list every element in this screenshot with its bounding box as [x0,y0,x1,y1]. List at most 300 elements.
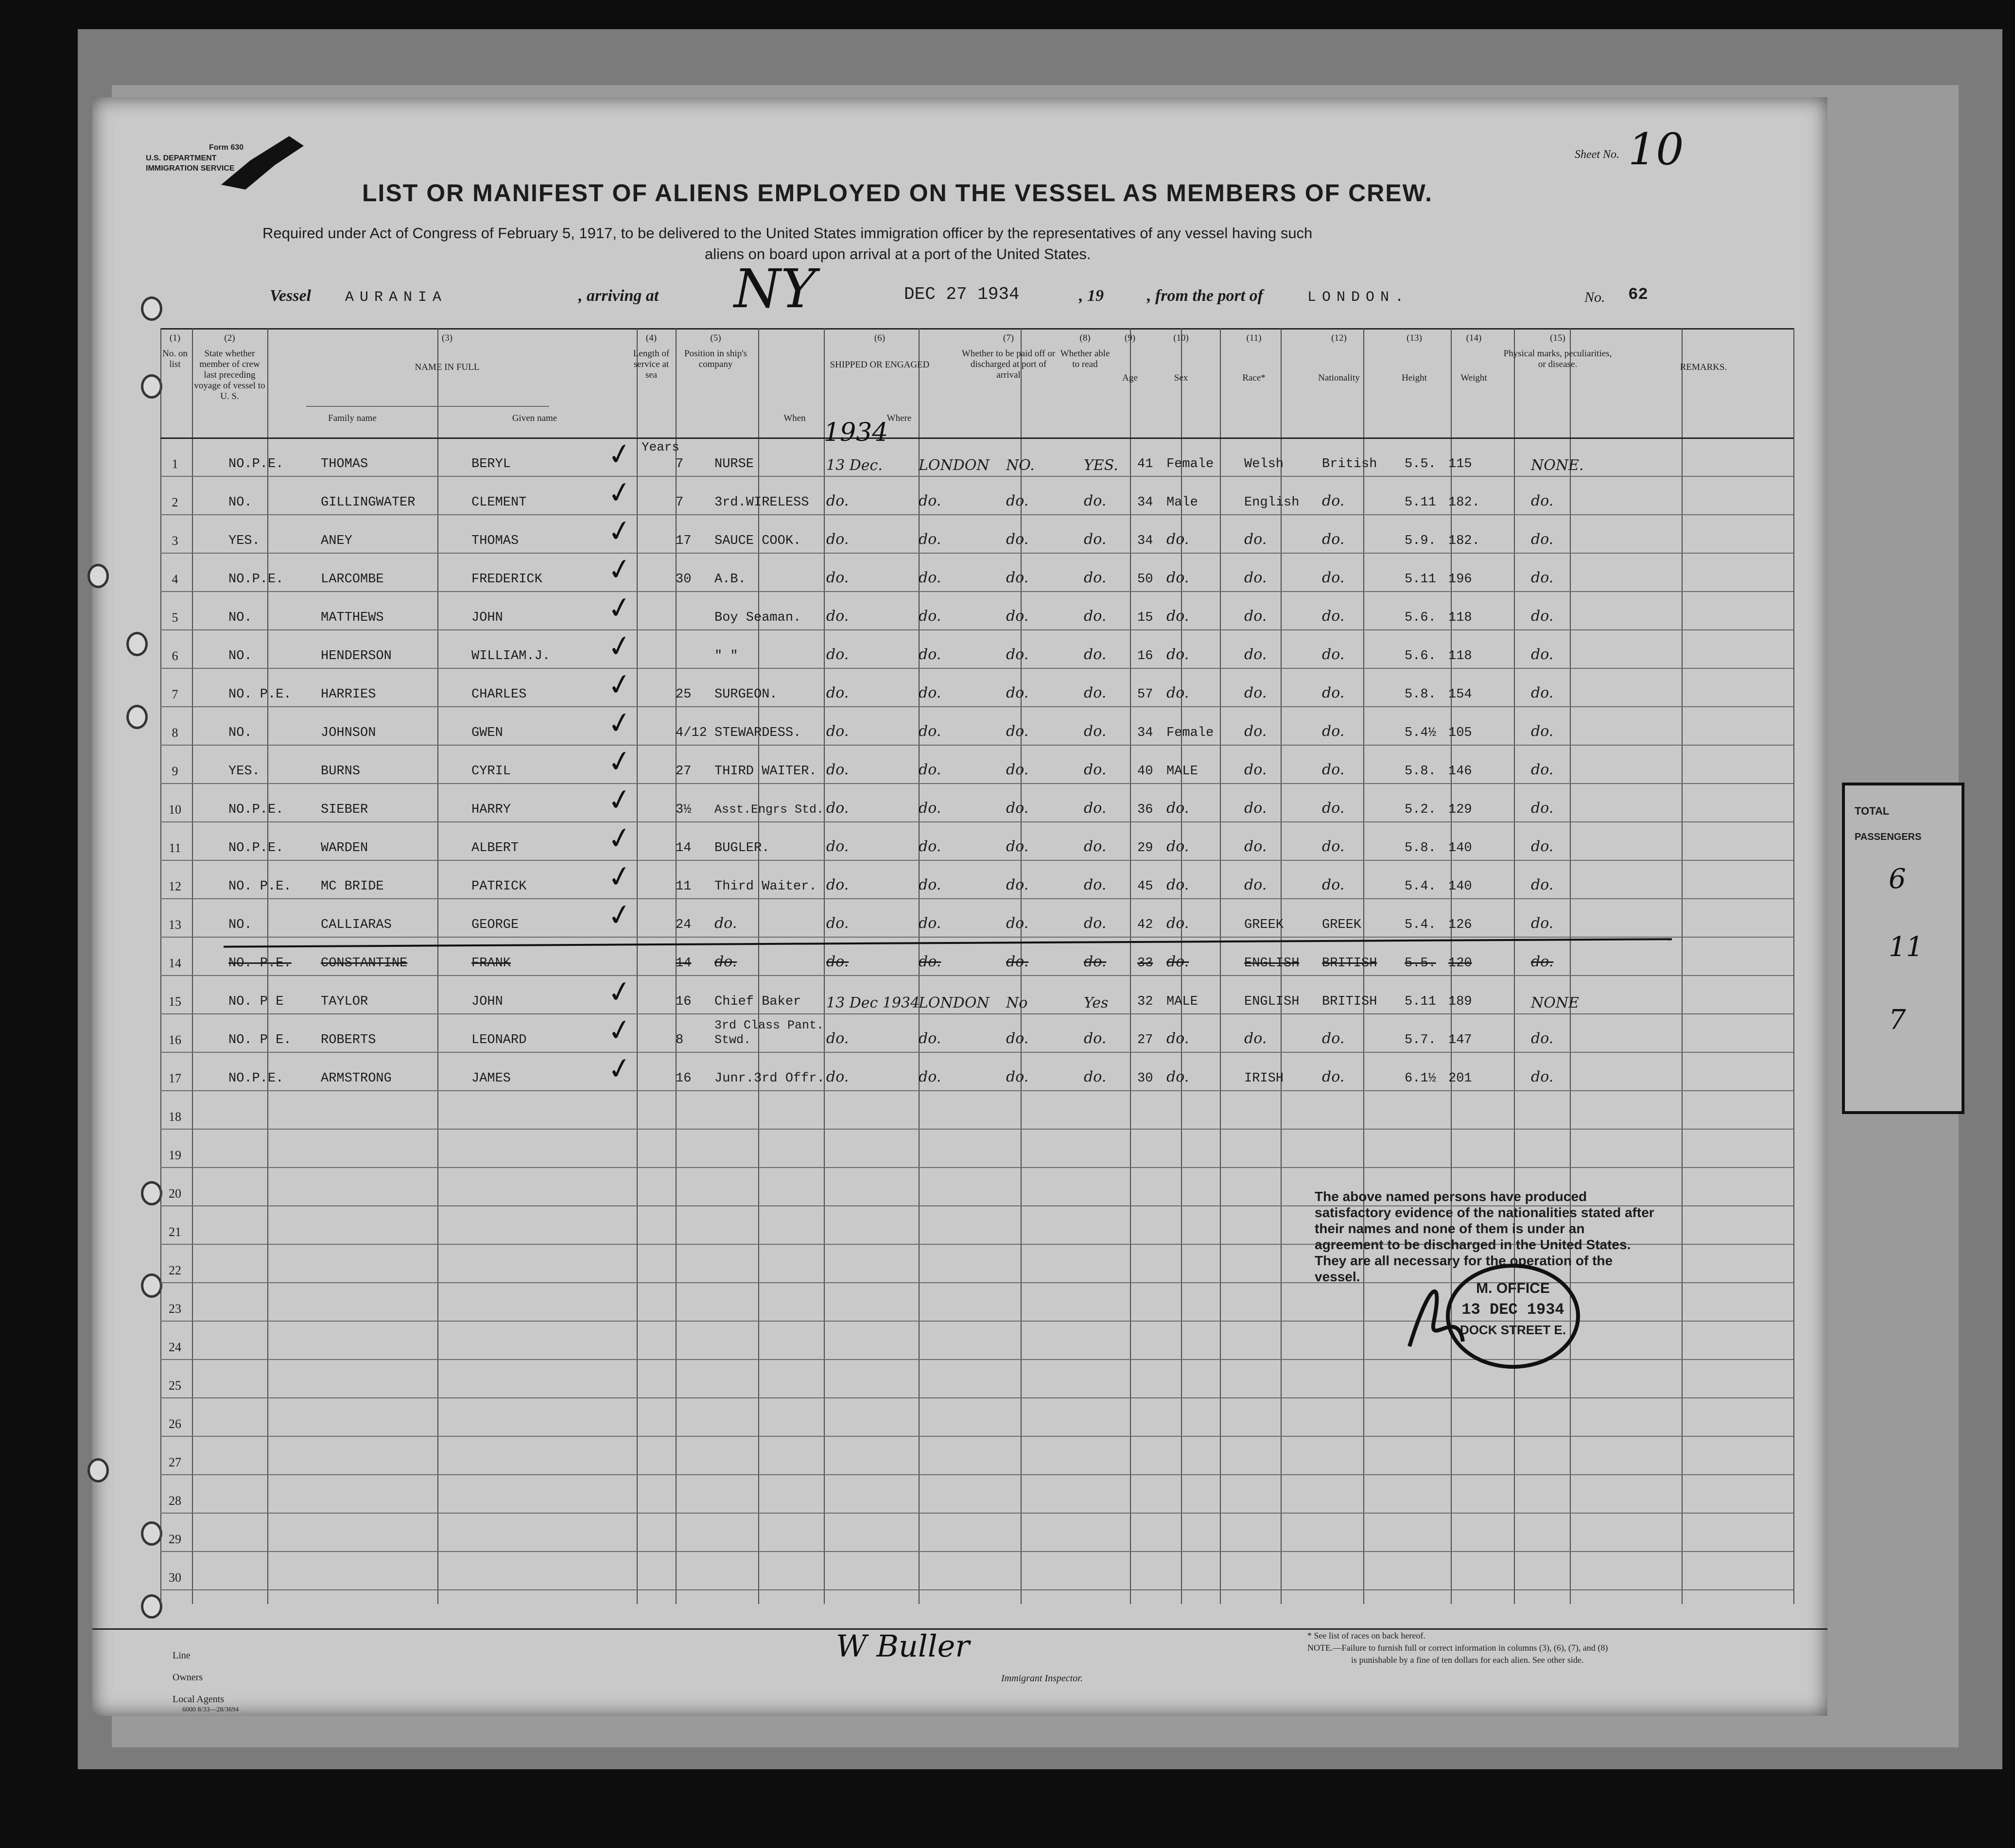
totals-label-2: PASSENGERS [1855,832,1922,842]
cell-sex: do. [1166,876,1189,893]
cell-read: do. [1084,800,1107,817]
cell-race: do. [1244,723,1267,740]
col8-header: (8) Whether able to read [1060,333,1110,369]
penalty-note: NOTE.—Failure to furnish full or correct information in columns (3), (6), (7), and (8) [1307,1643,1608,1653]
check-mark-icon: ✓ [605,628,635,665]
row-number: 24 [169,1340,181,1354]
cell-family: ARMSTRONG [321,1071,392,1086]
grid-row-rule [160,1129,1793,1130]
cell-where: do. [919,569,941,586]
row-number: 29 [169,1532,181,1546]
cell-age: 15 [1137,610,1153,625]
cell-nat: British [1322,457,1377,471]
col11-header: (11) Race* [1242,333,1266,383]
cell-prev: NO. P.E. [228,956,292,971]
cell-weight: 105 [1448,726,1472,740]
grid-column-rule [1570,328,1571,1604]
cell-read: do. [1084,646,1107,663]
row-number: 10 [169,802,181,817]
cell-marks: do. [1531,608,1554,625]
totals-label-1: TOTAL [1855,805,1890,817]
punch-hole [141,296,162,321]
cell-read: do. [1084,915,1107,932]
cell-sex: do. [1166,1030,1189,1047]
cell-marks: do. [1531,569,1554,586]
cell-marks: do. [1531,876,1554,893]
cell-weight: 201 [1448,1071,1472,1086]
cell-paid: do. [1006,761,1029,778]
cell-paid: do. [1006,876,1029,893]
row-number: 20 [169,1186,181,1201]
cell-nat: do. [1322,492,1345,509]
cell-position: Asst.Engrs Std. [714,802,824,817]
stamp-mark-icon [216,126,309,194]
cell-family: ANEY [321,534,352,548]
cell-height: 5.9. [1405,534,1436,548]
year-label: , 19 [1079,287,1104,305]
grid-row-rule [160,860,1793,861]
cell-paid: do. [1006,531,1029,548]
cell-where: do. [919,723,941,740]
cell-weight: 140 [1448,879,1472,894]
cell-sex: do. [1166,531,1189,548]
cell-marks: do. [1531,723,1554,740]
cell-age: 36 [1137,802,1153,817]
cell-sex: Male [1166,495,1198,510]
cell-nat: do. [1322,608,1345,625]
cell-prev: NO. P E [228,994,284,1009]
cell-family: THOMAS [321,457,368,471]
cell-given: ALBERT [471,841,519,855]
cell-position: Chief Baker [714,994,801,1009]
cell-when: do. [826,569,849,586]
grid-row-rule [160,553,1793,554]
cell-where: do. [919,531,941,548]
cell-age: 27 [1137,1033,1153,1047]
cell-age: 32 [1137,994,1153,1009]
cell-service: 11 [676,879,692,894]
grid-row-rule [160,1513,1793,1514]
grid-row-rule [160,591,1793,592]
department: U.S. DEPARTMENT [146,154,217,162]
name-subheader-rule [306,406,549,407]
grid-row-rule [160,629,1793,630]
cell-weight: 140 [1448,841,1472,855]
cell-read: do. [1084,723,1107,740]
cell-where: do. [919,915,941,932]
cell-given: FRANK [471,956,511,971]
cell-where: do. [919,684,941,701]
row-number: 8 [172,726,178,740]
check-mark-icon: ✓ [605,474,635,512]
check-mark-icon: ✓ [605,819,635,857]
cell-read: do. [1084,569,1107,586]
nationality-statement: The above named persons have produced satisfactory evidence of the nationalities stated after their names and none of them is under an agreement to be discharged in the United States. They are all necessary for the operation of the vessel. [1315,1189,1654,1284]
cell-where: do. [919,608,941,625]
grid-row-rule [160,975,1793,976]
cell-position: do. [714,953,737,970]
row-number: 6 [172,649,178,663]
cell-position: STEWARDESS. [714,726,801,740]
cell-height: 5.4. [1405,918,1436,932]
cell-prev: NO. P.E. [228,879,292,894]
grid-row-rule [160,1436,1793,1437]
cell-service: 14 [676,841,692,855]
cell-family: TAYLOR [321,994,368,1009]
row-number: 15 [169,994,181,1009]
col3-number: (3) [441,333,453,343]
grid-row-rule [160,898,1793,899]
row-number: 17 [169,1071,181,1085]
col5-header: (5) Position in ship's company [684,333,747,369]
cell-paid: do. [1006,1030,1029,1047]
stamp-signature [1400,1264,1473,1361]
row-number: 3 [172,534,178,548]
cell-where: do. [919,876,941,893]
cell-nat: do. [1322,646,1345,663]
cell-family: JOHNSON [321,726,376,740]
row-number: 27 [169,1455,181,1469]
row-number: 28 [169,1494,181,1508]
grid-column-rule [1793,328,1794,1604]
cell-race: English [1244,495,1300,510]
cell-family: HARRIES [321,687,376,702]
cell-sex: Female [1166,726,1214,740]
cell-race: do. [1244,569,1267,586]
check-mark-icon: ✓ [605,551,635,589]
grid-column-rule [637,328,638,1604]
check-mark-icon: ✓ [605,704,635,742]
col4-header: (4) Length of service at sea [633,333,670,380]
vessel-name: AURANIA [345,289,448,306]
row-number: 13 [169,918,181,932]
grid-column-rule [1514,328,1515,1604]
punch-hole [126,632,148,656]
service: IMMIGRATION SERVICE [146,164,235,173]
cell-height: 5.8. [1405,764,1436,779]
cell-prev: NO. [228,918,252,932]
cell-family: HENDERSON [321,649,392,663]
footer-agents-label: Local Agents [173,1694,225,1705]
cell-prev: NO. [228,610,252,625]
cell-paid: do. [1006,569,1029,586]
cell-position: 3rd Class Pant. Stwd. [714,1018,824,1047]
cell-height: 5.7. [1405,1033,1436,1047]
cell-given: BERYL [471,457,511,471]
cell-marks: do. [1531,761,1554,778]
cell-height: 5.2. [1405,802,1436,817]
cell-when: do. [826,876,849,893]
totals-value-1: 6 [1889,863,1906,895]
cell-marks: do. [1531,1030,1554,1047]
cell-age: 34 [1137,726,1153,740]
cell-service: 3½ [676,802,692,817]
row-number: 4 [172,572,178,586]
cell-race: ENGLISH [1244,956,1300,971]
passenger-totals-box [1842,783,1964,1114]
arrival-date-stamp: DEC 27 1934 [904,284,1020,304]
grid-column-rule [437,328,438,1604]
cell-race: do. [1244,800,1267,817]
cell-read: Yes [1084,994,1109,1011]
cell-race: do. [1244,646,1267,663]
cell-given: JOHN [471,610,503,625]
remarks-header: REMARKS. [1680,362,1727,372]
cell-height: 5.8. [1405,841,1436,855]
col3-header: NAME IN FULL [415,362,480,372]
cell-when: do. [826,915,849,932]
punch-hole [87,1458,109,1482]
cell-paid: do. [1006,646,1029,663]
check-mark-icon: ✓ [605,436,635,473]
col7-header: (7) Whether to be paid off or discharged at port of arrival [961,333,1056,380]
grid-top-rule [160,328,1793,330]
cell-weight: 120 [1448,956,1472,971]
cell-height: 5.5. [1405,956,1436,971]
cell-race: do. [1244,684,1267,701]
cell-race: Welsh [1244,457,1284,471]
cell-paid: No [1006,994,1028,1011]
cell-height: 5.6. [1405,649,1436,663]
cell-height: 5.5. [1405,457,1436,471]
cell-where: do. [919,800,941,817]
cell-race: do. [1244,876,1267,893]
cell-when: do. [826,608,849,625]
col14-header: (14) Weight [1460,333,1487,383]
check-mark-icon: ✓ [605,743,635,781]
cell-service: 27 [676,764,692,779]
cell-service: 4/12 [676,726,707,740]
grid-row-rule [160,1090,1793,1091]
arriving-label: , arriving at [578,287,659,305]
cell-family: WARDEN [321,841,368,855]
cell-prev: NO. P E. [228,1033,292,1047]
cell-given: CYRIL [471,764,511,779]
cell-sex: do. [1166,1068,1189,1085]
col15-header: (15) Physical marks, peculiarities, or disease. [1503,333,1612,369]
cell-read: do. [1084,684,1107,701]
cell-prev: YES. [228,764,260,779]
sheet-number: 10 [1628,124,1684,175]
cell-marks: do. [1531,915,1554,932]
cell-given: CLEMENT [471,495,527,510]
cell-prev: NO. P.E. [228,687,292,702]
check-mark-icon: ✓ [605,858,635,896]
grid-row-rule [160,783,1793,784]
punch-hole [141,1521,162,1546]
cell-service: 17 [676,534,692,548]
cell-height: 5.11 [1405,994,1436,1009]
cell-marks: do. [1531,1068,1554,1085]
cell-paid: do. [1006,800,1029,817]
manifest-title: LIST OR MANIFEST OF ALIENS EMPLOYED ON THE VESSEL AS MEMBERS OF CREW. [362,179,1433,207]
cell-sex: Female [1166,457,1214,471]
cell-read: YES. [1084,457,1118,474]
cell-family: SIEBER [321,802,368,817]
cell-given: JOHN [471,994,503,1009]
cell-age: 40 [1137,764,1153,779]
row-number: 11 [169,841,181,855]
cell-given: FREDERICK [471,572,542,587]
col6b-header: Where [886,413,912,423]
cell-height: 5.4½ [1405,726,1436,740]
row-number: 12 [169,879,181,893]
cell-family: CALLIARAS [321,918,392,932]
cell-height: 5.11 [1405,572,1436,587]
grid-row-rule [160,821,1793,822]
cell-family: CONSTANTINE [321,956,408,971]
cell-when: do. [826,838,849,855]
cell-age: 45 [1137,879,1153,894]
list-number: 62 [1628,286,1648,304]
grid-row-rule [160,514,1793,515]
cell-race: IRISH [1244,1071,1284,1086]
grid-row-rule [160,745,1793,746]
cell-height: 5.4. [1405,879,1436,894]
check-mark-icon: ✓ [605,896,635,934]
cell-weight: 182. [1448,534,1480,548]
cell-prev: NO.P.E. [228,457,284,471]
cell-nat: do. [1322,1068,1345,1085]
check-mark-icon: ✓ [605,1011,635,1049]
cell-where: do. [919,646,941,663]
year-written: 1934 [824,418,888,447]
footer-line-label: Line [173,1650,191,1661]
check-mark-icon: ✓ [605,589,635,627]
row-number: 9 [172,764,178,778]
cell-given: GEORGE [471,918,519,932]
cell-position: BUGLER. [714,841,770,855]
cell-where: do. [919,1030,941,1047]
cell-position: " " [714,649,738,663]
cell-weight: 118 [1448,649,1472,663]
footer-owners-label: Owners [173,1672,203,1683]
col13-header: (13) Height [1402,333,1427,383]
cell-race: do. [1244,761,1267,778]
grid-column-rule [1220,328,1221,1604]
cell-given: PATRICK [471,879,527,894]
cell-position: 3rd.WIRELESS [714,495,809,510]
cell-when: do. [826,953,849,970]
cell-paid: do. [1006,915,1029,932]
cell-age: 42 [1137,918,1153,932]
cell-marks: do. [1531,646,1554,663]
cell-where: LONDON [919,994,990,1011]
cell-nat: BRITISH [1322,994,1377,1009]
grid-row-rule [160,668,1793,669]
cell-service: 24 [676,918,692,932]
cell-prev: NO.P.E. [228,841,284,855]
cell-paid: do. [1006,723,1029,740]
totals-value-2: 11 [1889,931,1924,963]
col3a-header: Family name [328,413,377,423]
cell-weight: 189 [1448,994,1472,1009]
cell-service: 7 [676,457,684,471]
grid-row-rule [160,1397,1793,1398]
cell-service: 7 [676,495,684,510]
cell-paid: do. [1006,838,1029,855]
cell-age: 34 [1137,495,1153,510]
cell-where: do. [919,1068,941,1085]
cell-paid: do. [1006,608,1029,625]
col3b-header: Given name [512,413,557,423]
cell-age: 57 [1137,687,1153,702]
grid-column-rule [192,328,193,1604]
cell-where: do. [919,761,941,778]
cell-nat: do. [1322,684,1345,701]
subtitle-line-2: aliens on board upon arrival at a port of the United States. [705,245,1091,262]
cell-where: do. [919,953,941,970]
cell-service: 16 [676,994,692,1009]
cell-weight: 146 [1448,764,1472,779]
cell-prev: NO. [228,649,252,663]
cell-when: do. [826,492,849,509]
cell-where: do. [919,838,941,855]
cell-weight: 154 [1448,687,1472,702]
row-number: 22 [169,1263,181,1277]
cell-position: do. [714,915,737,932]
cell-prev: NO. [228,495,252,510]
cell-marks: do. [1531,684,1554,701]
row-number: 19 [169,1148,181,1162]
cell-read: do. [1084,531,1107,548]
cell-where: do. [919,492,941,509]
cell-sex: do. [1166,838,1189,855]
sheet-label: Sheet No. [1575,148,1619,161]
cell-nat: do. [1322,723,1345,740]
cell-age: 30 [1137,1071,1153,1086]
cell-read: do. [1084,876,1107,893]
cell-nat: do. [1322,531,1345,548]
cell-prev: NO. [228,726,252,740]
cell-nat: do. [1322,569,1345,586]
vessel-label: Vessel [270,287,311,305]
grid-column-rule [1130,328,1131,1604]
cell-service: 30 [676,572,692,587]
cell-given: LEONARD [471,1033,527,1047]
cell-read: do. [1084,953,1107,970]
row-number: 7 [172,687,178,701]
cell-marks: do. [1531,531,1554,548]
punch-hole [141,1181,162,1205]
row-number: 26 [169,1417,181,1431]
cell-sex: do. [1166,915,1189,932]
cell-prev: NO.P.E. [228,802,284,817]
check-mark-icon: ✓ [605,512,635,550]
cell-given: JAMES [471,1071,511,1086]
cell-marks: do. [1531,838,1554,855]
cell-height: 6.1½ [1405,1071,1436,1086]
cell-given: GWEN [471,726,503,740]
cell-when: do. [826,684,849,701]
cell-race: ENGLISH [1244,994,1300,1009]
cell-height: 5.8. [1405,687,1436,702]
list-number-label: No. [1584,289,1605,305]
cell-height: 5.6. [1405,610,1436,625]
cell-family: MATTHEWS [321,610,384,625]
cell-race: do. [1244,608,1267,625]
col6-number: (6) [874,333,886,343]
footer-printcode: 6000 8/33—28/3694 [182,1706,239,1713]
cell-sex: do. [1166,569,1189,586]
cell-marks: do. [1531,492,1554,509]
cell-paid: NO. [1006,457,1035,474]
cell-where: LONDON [919,457,990,474]
cell-nat: GREEK [1322,918,1362,932]
grid-column-rule [758,328,759,1604]
cell-sex: do. [1166,646,1189,663]
office-stamp: M. OFFICE 13 DEC 1934 DOCK STREET E. [1446,1264,1580,1369]
